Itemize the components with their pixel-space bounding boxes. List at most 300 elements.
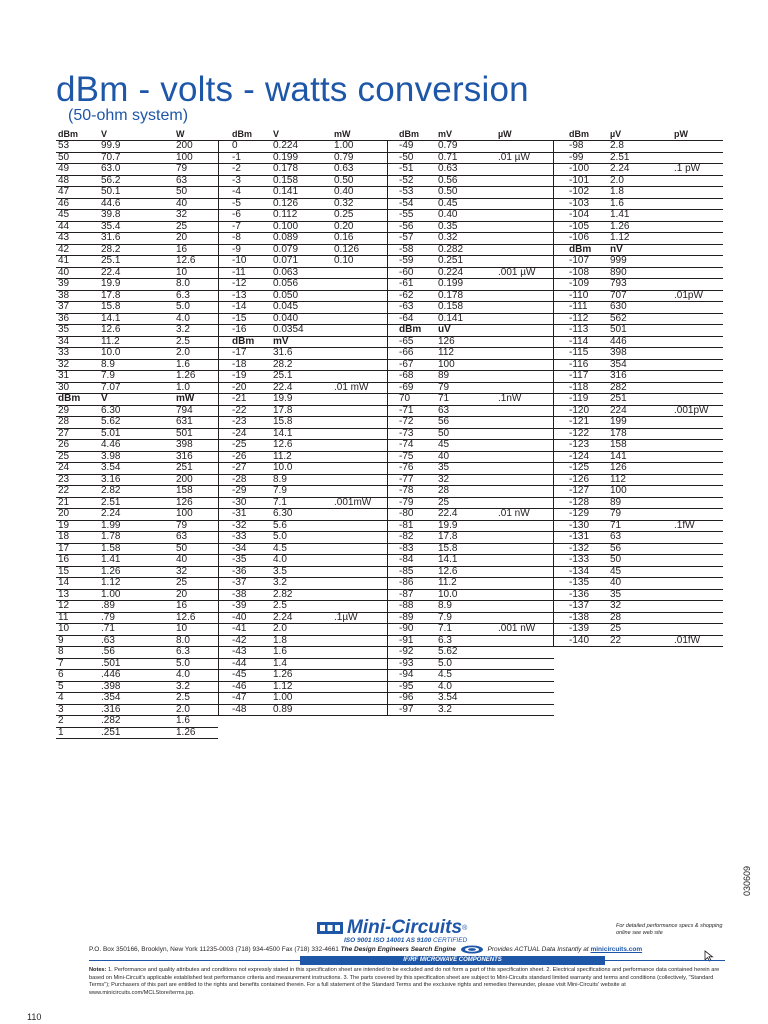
notes-label: Notes:	[89, 967, 107, 973]
table-row	[56, 544, 218, 556]
table-cell: -129	[569, 508, 590, 519]
table-cell: -111	[569, 301, 588, 312]
table-row	[219, 624, 388, 636]
table-cell: -102	[569, 186, 590, 197]
table-cell: 0.56	[438, 174, 458, 186]
table-cell: 35	[438, 462, 450, 473]
table-column-1	[56, 129, 218, 739]
table-cell: .1nW	[498, 393, 522, 404]
table-cell: 7.07	[101, 381, 121, 393]
table-row	[219, 440, 388, 452]
table-cell: -42	[232, 634, 247, 646]
table-cell: -16	[232, 324, 247, 335]
table-cell: -95	[399, 680, 414, 692]
table-row	[388, 383, 554, 395]
table-cell: 0.282	[438, 243, 464, 255]
iso-certified: CERTIFIED	[433, 937, 468, 944]
table-cell: 5.62	[438, 646, 458, 657]
table-cell: 2.5	[176, 335, 190, 347]
table-row	[56, 233, 218, 245]
table-cell: 8.0	[176, 278, 190, 289]
website-link[interactable]: minicircuits.com	[590, 946, 643, 954]
table-row	[554, 187, 723, 199]
table-cell: 0.40	[438, 209, 458, 220]
table-cell: -46	[232, 680, 247, 692]
table-cell: -32	[232, 519, 247, 531]
table-cell: .446	[101, 669, 121, 680]
table-cell: -61	[399, 278, 414, 289]
table-cell: 100	[176, 508, 193, 519]
table-row	[388, 279, 554, 291]
table-row	[56, 429, 218, 441]
table-cell: 40	[176, 197, 188, 209]
table-row	[388, 141, 554, 153]
table-cell: -75	[399, 450, 414, 462]
table-cell: 39	[58, 278, 70, 289]
table-row	[554, 532, 723, 544]
table-cell: 8	[58, 646, 64, 657]
table-cell: -84	[399, 554, 414, 565]
table-cell: 4.5	[273, 542, 287, 554]
table-cell: -72	[399, 416, 414, 427]
table-cell: 3.2	[176, 680, 190, 692]
iso-standards: ISO 9001 ISO 14001 AS 9100	[344, 937, 432, 944]
table-cell: 1.4	[273, 657, 287, 669]
table-cell: 0.63	[334, 163, 354, 174]
document-code: 030609	[742, 865, 752, 896]
table-cell: 0.158	[273, 174, 299, 186]
table-cell: 24	[58, 462, 70, 473]
table-cell: -131	[569, 531, 590, 542]
table-cell: -107	[569, 255, 590, 266]
table-cell: 8.9	[101, 358, 115, 370]
table-row	[388, 693, 554, 705]
table-cell: -106	[569, 232, 590, 243]
table-cell: -76	[399, 462, 414, 473]
table-cell: 1.12	[273, 680, 293, 692]
table-cell: 6.30	[101, 404, 121, 416]
table-cell: 0.79	[334, 151, 354, 163]
table-cell: -18	[232, 358, 247, 370]
table-row	[388, 348, 554, 360]
table-cell: .71	[101, 623, 115, 634]
table-cell: -52	[399, 174, 414, 186]
table-cell: 1.41	[101, 554, 121, 565]
table-cell: 4.46	[101, 439, 121, 450]
table-row	[56, 567, 218, 579]
table-row	[56, 199, 218, 211]
table-cell: dBm	[399, 324, 422, 335]
table-cell: 4.0	[176, 669, 190, 680]
table-cell: 5.62	[101, 416, 121, 427]
table-cell: 890	[610, 266, 627, 278]
sub-header-row	[56, 394, 218, 406]
table-cell: -97	[399, 703, 414, 715]
table-cell: 12.6	[438, 565, 458, 577]
table-cell: 2	[58, 715, 64, 726]
table-cell: 47	[58, 186, 70, 197]
table-cell: 1	[58, 726, 64, 738]
table-row	[388, 417, 554, 429]
table-row	[56, 279, 218, 291]
table-cell: 0.40	[334, 186, 354, 197]
table-cell: 2.24	[610, 163, 630, 174]
table-cell: 22.4	[101, 266, 121, 278]
table-row	[219, 417, 388, 429]
table-cell: 3.16	[101, 473, 121, 485]
table-cell: mV	[273, 335, 289, 347]
table-cell: 23	[58, 473, 70, 485]
table-cell: 21	[58, 496, 70, 508]
table-cell: .01 nW	[498, 508, 530, 519]
table-cell: -81	[399, 519, 414, 531]
table-row	[388, 256, 554, 268]
table-row	[219, 187, 388, 199]
table-cell: 1.00	[101, 588, 121, 600]
table-cell: 1.00	[273, 692, 293, 703]
table-row	[219, 509, 388, 521]
table-cell: -37	[232, 577, 247, 588]
table-cell: 10	[176, 266, 188, 278]
table-cell: -21	[232, 393, 247, 404]
table-cell: 45	[58, 209, 70, 220]
table-row	[56, 578, 218, 590]
table-cell: 19.9	[101, 278, 121, 289]
table-row	[219, 164, 388, 176]
table-cell: 2.5	[273, 600, 287, 611]
table-cell: -82	[399, 531, 414, 542]
table-row	[219, 233, 388, 245]
table-cell: 30	[58, 381, 70, 393]
table-cell: -65	[399, 335, 414, 347]
table-cell: -3	[232, 174, 241, 186]
table-cell: 501	[610, 324, 627, 335]
table-row	[219, 486, 388, 498]
table-cell: 0.251	[438, 255, 464, 266]
table-cell: 19.9	[438, 519, 458, 531]
table-row	[388, 463, 554, 475]
table-cell: 3.2	[438, 703, 452, 715]
table-cell: 0.141	[273, 186, 299, 197]
table-cell: 7.9	[273, 485, 287, 496]
table-row	[56, 486, 218, 498]
table-cell: 25	[58, 450, 70, 462]
table-cell: 40	[176, 554, 188, 565]
table-row	[554, 578, 723, 590]
table-cell: 42	[58, 243, 70, 255]
table-cell: 50	[58, 151, 70, 163]
table-cell: 0.32	[334, 197, 354, 209]
table-cell: 5	[58, 680, 64, 692]
table-cell: 1.26	[101, 565, 121, 577]
table-cell: 17	[58, 542, 70, 554]
table-cell: -41	[232, 623, 247, 634]
table-cell: 5.0	[438, 657, 452, 669]
table-row	[219, 532, 388, 544]
table-cell: 0.050	[273, 289, 299, 301]
table-cell: 3.98	[101, 450, 121, 462]
table-cell: 15.8	[273, 416, 293, 427]
table-row	[388, 440, 554, 452]
table-row	[219, 601, 388, 613]
table-cell: 79	[610, 508, 622, 519]
table-cell: 1.00	[334, 140, 354, 151]
table-cell: -28	[232, 473, 247, 485]
table-row	[554, 279, 723, 291]
table-row	[388, 486, 554, 498]
table-cell: 25	[610, 623, 622, 634]
table-row	[56, 590, 218, 602]
table-cell: 31.6	[101, 232, 121, 243]
table-row	[219, 463, 388, 475]
table-cell: 34	[58, 335, 70, 347]
table-cell: .01 mW	[334, 381, 369, 393]
table-cell: 354	[610, 358, 627, 370]
table-cell: 14.1	[273, 427, 293, 439]
table-cell: 7.9	[101, 370, 115, 381]
table-cell: 13	[58, 588, 70, 600]
table-cell: -20	[232, 381, 247, 393]
table-cell: -74	[399, 439, 414, 450]
table-cell: 501	[176, 427, 193, 439]
table-cell: 0.056	[273, 278, 299, 289]
table-cell: 2.24	[273, 611, 293, 623]
table-row	[56, 521, 218, 533]
table-cell: -6	[232, 209, 241, 220]
table-cell: -38	[232, 588, 247, 600]
table-cell: 11	[58, 611, 69, 623]
table-row	[56, 705, 218, 717]
table-cell: 2.5	[176, 692, 190, 703]
table-cell: 40	[610, 577, 622, 588]
table-cell: 3.5	[273, 565, 287, 577]
header-cell: W	[176, 129, 185, 139]
table-cell: 631	[176, 416, 193, 427]
table-cell: -89	[399, 611, 414, 623]
table-cell: .1fW	[674, 519, 695, 531]
table-cell: -104	[569, 209, 590, 220]
data-instantly-text: Provides ACTUAL Data Instantly at	[487, 946, 589, 954]
table-cell: -39	[232, 600, 247, 611]
table-cell: 32	[176, 565, 188, 577]
table-cell: -100	[569, 163, 590, 174]
table-cell: -112	[569, 312, 589, 324]
table-row	[388, 302, 554, 314]
table-cell: 4.0	[273, 554, 287, 565]
table-cell: 0.10	[334, 255, 354, 266]
table-cell: 0.89	[273, 703, 293, 715]
table-cell: 2.0	[176, 703, 190, 715]
table-cell: -45	[232, 669, 247, 680]
table-row	[554, 463, 723, 475]
table-cell: 0.224	[438, 266, 464, 278]
table-row	[554, 394, 723, 406]
notes-body: 1. Performance and quality attributes and conditions not expressly stated in this specification sheet are intended to be excluded and do not form a part of this specification sheet. 2. Electrical specifications and performance data contained herein are based on Mini-Circuit's applicable established test performance criteria and measurement instructions. 3. The parts covered by this specification sheet are subject to Mini-Circuits standard limited warranty and terms and conditions (collectively, "Standard Terms"); Purchasers of this part are entitled to the rights and benefits contained therein. For a full statement of the Standard Terms and the exclusive rights and remedies thereunder, please visit Mini-Circuits' website at www.minicircuits.com/MCLStore/terms.jsp.	[89, 967, 720, 996]
table-cell: 32	[610, 600, 622, 611]
table-cell: -25	[232, 439, 247, 450]
table-cell: -132	[569, 542, 590, 554]
legal-notes	[89, 967, 725, 997]
table-cell: 40	[438, 450, 450, 462]
table-row	[56, 555, 218, 567]
table-cell: 6	[58, 669, 64, 680]
table-cell: -67	[399, 358, 414, 370]
table-cell: -33	[232, 531, 247, 542]
table-cell: 8.9	[438, 600, 452, 611]
table-cell: -54	[399, 197, 414, 209]
table-cell: 3	[58, 703, 64, 715]
table-row	[388, 164, 554, 176]
table-row	[56, 693, 218, 705]
table-cell: 27	[58, 427, 70, 439]
table-cell: .1µW	[334, 611, 358, 623]
table-cell: 4.0	[176, 312, 190, 324]
table-cell: 1.78	[101, 531, 121, 542]
table-cell: 158	[610, 439, 627, 450]
table-cell: -93	[399, 657, 414, 669]
table-cell: 12.6	[101, 324, 121, 335]
table-cell: -127	[569, 485, 590, 496]
table-row	[554, 348, 723, 360]
mini-circuits-logo[interactable]	[316, 917, 467, 939]
table-cell: 63	[438, 404, 450, 416]
table-cell: -19	[232, 370, 247, 381]
table-row	[219, 647, 388, 659]
table-row	[56, 314, 218, 326]
table-row	[56, 498, 218, 510]
wwd-logo-icon	[460, 945, 484, 954]
table-row	[388, 233, 554, 245]
table-cell: 0.71	[438, 151, 458, 163]
table-cell: -8	[232, 232, 241, 243]
specs-note: For detailed performance specs & shopping online see web site	[616, 923, 723, 936]
table-cell: 6.30	[273, 508, 293, 519]
table-cell: 630	[610, 301, 627, 312]
table-row	[554, 509, 723, 521]
table-cell: 126	[438, 335, 455, 347]
table-row	[388, 555, 554, 567]
table-cell: 251	[610, 393, 627, 404]
header-cell: dBm	[58, 129, 78, 139]
iso-certifications	[344, 937, 467, 944]
table-cell: 29	[58, 404, 70, 416]
table-row	[388, 509, 554, 521]
table-cell: 0.178	[438, 289, 464, 301]
table-row	[388, 394, 554, 406]
table-row	[56, 636, 218, 648]
table-cell: -4	[232, 186, 241, 197]
page-subtitle: (50-ohm system)	[68, 107, 189, 124]
table-cell: 0.100	[273, 220, 299, 232]
table-cell: 99.9	[101, 140, 121, 151]
table-cell: 9	[58, 634, 64, 646]
table-cell: 53	[58, 140, 70, 151]
table-row	[219, 693, 388, 705]
table-row	[56, 406, 218, 418]
table-cell: 2.24	[101, 508, 121, 519]
table-cell: -30	[232, 496, 247, 508]
table-row	[56, 532, 218, 544]
table-cell: 17.8	[101, 289, 121, 301]
table-cell: -36	[232, 565, 247, 577]
table-cell: 0.50	[334, 174, 354, 186]
table-cell: dBm	[58, 393, 81, 404]
table-cell: dBm	[232, 335, 255, 347]
table-cell: -125	[569, 462, 590, 473]
table-cell: 63	[176, 531, 188, 542]
table-cell: 0.045	[273, 301, 299, 312]
table-cell: 8.0	[176, 634, 190, 646]
table-row	[56, 153, 218, 165]
table-cell: 22	[58, 485, 70, 496]
table-cell: 63	[610, 531, 622, 542]
table-cell: 45	[610, 565, 622, 577]
table-cell: 14.1	[101, 312, 121, 324]
header-cell: dBm	[399, 129, 419, 139]
table-cell: -77	[399, 473, 414, 485]
table-cell: 63	[176, 174, 188, 186]
table-cell: .79	[101, 611, 115, 623]
table-cell: -2	[232, 163, 241, 174]
table-cell: 112	[438, 347, 454, 358]
table-cell: 0.199	[273, 151, 299, 163]
table-cell: 32	[176, 209, 188, 220]
table-cell: .1 pW	[674, 163, 701, 174]
table-row	[388, 187, 554, 199]
table-cell: 0.071	[273, 255, 299, 266]
table-cell: 12.6	[273, 439, 293, 450]
company-address: P.O. Box 350166, Brooklyn, New York 11235-0003 (718) 934-4500 Fax (718) 332-4661	[89, 946, 339, 954]
table-cell: 0.141	[438, 312, 464, 324]
table-cell: 19.9	[273, 393, 293, 404]
table-cell: -51	[399, 163, 414, 174]
table-cell: 44	[58, 220, 70, 232]
table-row	[554, 601, 723, 613]
table-row	[219, 578, 388, 590]
registered-mark: ®	[462, 924, 468, 932]
table-row	[56, 463, 218, 475]
table-row	[56, 613, 218, 625]
table-cell: -88	[399, 600, 414, 611]
table-cell: .001 nW	[498, 623, 536, 634]
table-row	[56, 728, 218, 740]
table-cell: 126	[176, 496, 193, 508]
table-row	[388, 647, 554, 659]
table-cell: -101	[569, 174, 590, 186]
table-cell: 1.99	[101, 519, 121, 531]
header-cell: V	[101, 129, 108, 139]
table-cell: -11	[232, 266, 246, 278]
table-row	[219, 394, 388, 406]
table-cell: 1.58	[101, 542, 121, 554]
table-cell: 0.63	[438, 163, 458, 174]
table-cell: 999	[610, 255, 627, 266]
table-cell: -55	[399, 209, 414, 220]
table-row	[388, 705, 554, 717]
table-cell: 32	[438, 473, 450, 485]
table-cell: 1.41	[610, 209, 630, 220]
table-row	[219, 670, 388, 682]
table-cell: 16	[176, 600, 188, 611]
table-cell: 11.2	[438, 577, 457, 588]
table-cell: -80	[399, 508, 414, 519]
table-cell: 5.0	[176, 301, 190, 312]
table-cell: -130	[569, 519, 590, 531]
table-cell: 0.224	[273, 140, 299, 151]
table-cell: 1.26	[610, 220, 630, 232]
table-cell: .56	[101, 646, 115, 657]
table-cell: -44	[232, 657, 247, 669]
